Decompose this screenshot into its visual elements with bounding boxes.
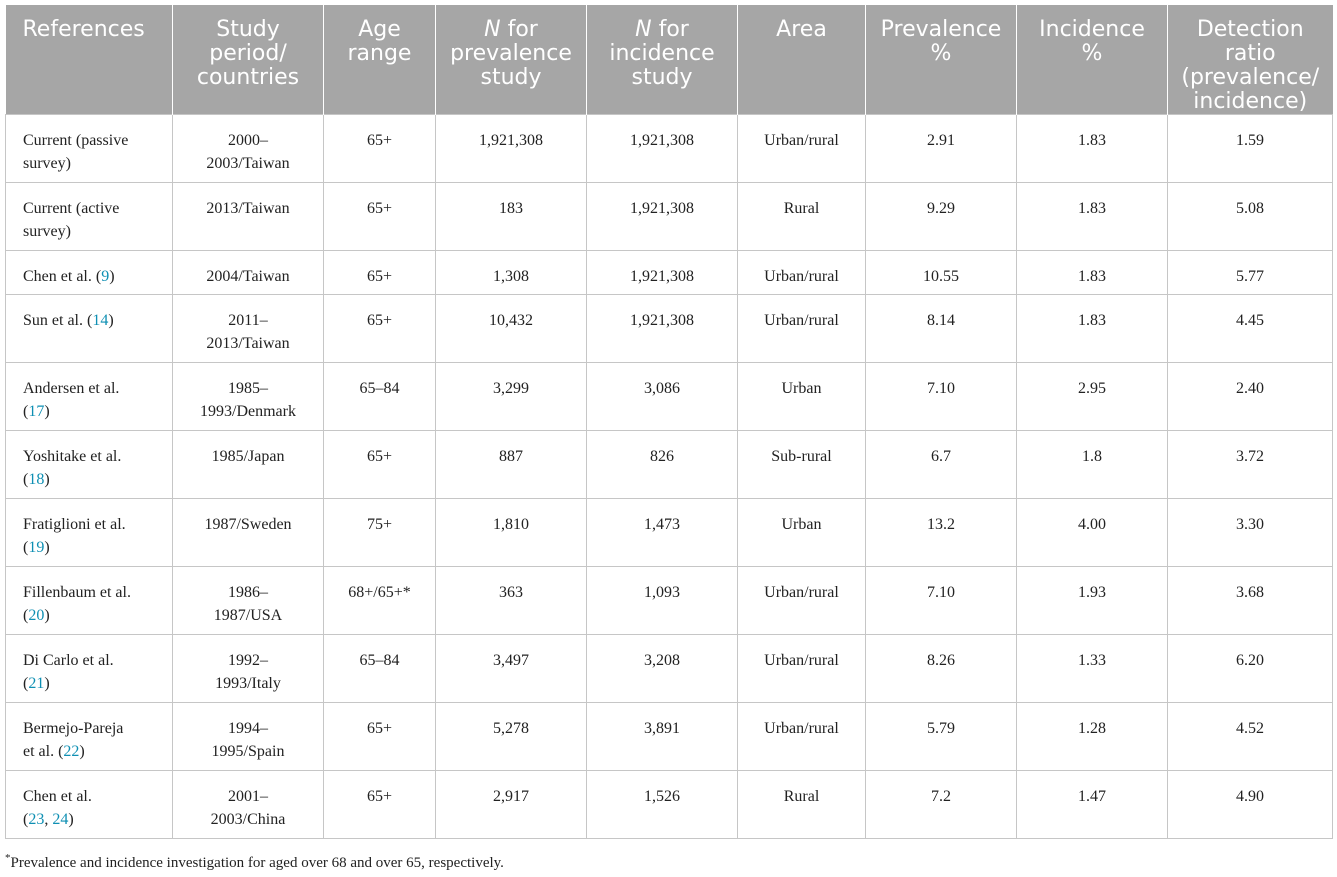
reference-link[interactable]: 9	[101, 268, 110, 285]
cell-area: Urban	[738, 363, 866, 431]
cell-detection-ratio: 4.52	[1168, 703, 1333, 771]
cell-area: Urban/rural	[738, 635, 866, 703]
cell-study-period: 2013/Taiwan	[173, 183, 324, 251]
reference-link[interactable]: 22	[63, 743, 80, 760]
cell-area: Urban/rural	[738, 251, 866, 295]
cell-study-period: 1986– 1987/USA	[173, 567, 324, 635]
footnote-mark: *	[5, 852, 11, 864]
table-row	[6, 295, 1333, 363]
header-prevalence: Prevalence %	[866, 5, 1017, 115]
cell-n-prevalence: 3,497	[436, 635, 587, 703]
header-row	[6, 5, 1333, 115]
cell-reference: Current (passive survey)	[6, 115, 173, 183]
cell-n-incidence: 1,921,308	[587, 251, 738, 295]
cell-incidence: 1.8	[1017, 431, 1168, 499]
table-row	[6, 703, 1333, 771]
prevalence-incidence-table	[5, 5, 1333, 839]
cell-study-period: 1985/Japan	[173, 431, 324, 499]
reference-link[interactable]: 21	[28, 675, 45, 692]
cell-n-prevalence: 363	[436, 567, 587, 635]
cell-incidence: 1.83	[1017, 183, 1168, 251]
cell-study-period: 2011– 2013/Taiwan	[173, 295, 324, 363]
cell-age-range: 65–84	[324, 635, 436, 703]
cell-n-incidence: 1,921,308	[587, 183, 738, 251]
header-references: References	[6, 5, 173, 115]
cell-age-range: 65+	[324, 771, 436, 839]
table-row	[6, 183, 1333, 251]
cell-n-incidence: 3,891	[587, 703, 738, 771]
cell-reference: Fillenbaum et al. (20)	[6, 567, 173, 635]
header-incidence: Incidence %	[1017, 5, 1168, 115]
cell-area: Sub-rural	[738, 431, 866, 499]
cell-reference: Yoshitake et al. (18)	[6, 431, 173, 499]
cell-area: Urban/rural	[738, 703, 866, 771]
cell-age-range: 65+	[324, 115, 436, 183]
cell-prevalence: 9.29	[866, 183, 1017, 251]
cell-detection-ratio: 5.08	[1168, 183, 1333, 251]
cell-n-incidence: 1,921,308	[587, 115, 738, 183]
cell-incidence: 1.83	[1017, 115, 1168, 183]
header-detection-ratio: Detection ratio (prevalence/ incidence)	[1168, 5, 1333, 115]
cell-n-prevalence: 887	[436, 431, 587, 499]
cell-n-prevalence: 183	[436, 183, 587, 251]
table-row	[6, 251, 1333, 295]
cell-n-incidence: 1,093	[587, 567, 738, 635]
cell-reference: Bermejo-Pareja et al. (22)	[6, 703, 173, 771]
cell-n-prevalence: 10,432	[436, 295, 587, 363]
cell-reference: Chen et al. (23, 24)	[6, 771, 173, 839]
cell-n-prevalence: 1,810	[436, 499, 587, 567]
reference-link[interactable]: 18	[28, 471, 45, 488]
cell-n-incidence: 3,208	[587, 635, 738, 703]
cell-prevalence: 2.91	[866, 115, 1017, 183]
cell-prevalence: 5.79	[866, 703, 1017, 771]
cell-age-range: 65+	[324, 295, 436, 363]
footnote-text: Prevalence and incidence investigation for aged over 68 and over 65, respectively.	[10, 855, 504, 871]
table-row	[6, 115, 1333, 183]
cell-study-period: 1987/Sweden	[173, 499, 324, 567]
cell-n-incidence: 826	[587, 431, 738, 499]
cell-detection-ratio: 3.30	[1168, 499, 1333, 567]
cell-n-prevalence: 1,921,308	[436, 115, 587, 183]
cell-prevalence: 13.2	[866, 499, 1017, 567]
reference-link[interactable]: 23	[28, 811, 45, 828]
cell-detection-ratio: 3.72	[1168, 431, 1333, 499]
cell-incidence: 2.95	[1017, 363, 1168, 431]
cell-study-period: 2001– 2003/China	[173, 771, 324, 839]
cell-age-range: 65+	[324, 703, 436, 771]
cell-area: Urban/rural	[738, 567, 866, 635]
cell-reference: Chen et al. (9)	[6, 251, 173, 295]
cell-area: Urban/rural	[738, 115, 866, 183]
cell-n-incidence: 1,473	[587, 499, 738, 567]
table-row	[6, 431, 1333, 499]
cell-reference: Sun et al. (14)	[6, 295, 173, 363]
cell-age-range: 65+	[324, 431, 436, 499]
cell-prevalence: 7.2	[866, 771, 1017, 839]
header-study-period: Study period/ countries	[173, 5, 324, 115]
cell-incidence: 1.28	[1017, 703, 1168, 771]
cell-n-incidence: 1,921,308	[587, 295, 738, 363]
cell-n-incidence: 1,526	[587, 771, 738, 839]
cell-detection-ratio: 5.77	[1168, 251, 1333, 295]
cell-n-prevalence: 5,278	[436, 703, 587, 771]
cell-area: Rural	[738, 771, 866, 839]
cell-prevalence: 6.7	[866, 431, 1017, 499]
reference-link[interactable]: 17	[28, 403, 45, 420]
cell-n-prevalence: 1,308	[436, 251, 587, 295]
cell-detection-ratio: 2.40	[1168, 363, 1333, 431]
cell-reference: Di Carlo et al. (21)	[6, 635, 173, 703]
table-row	[6, 771, 1333, 839]
reference-link[interactable]: 20	[28, 607, 45, 624]
cell-age-range: 65+	[324, 251, 436, 295]
table-footnote	[5, 852, 504, 872]
cell-age-range: 75+	[324, 499, 436, 567]
cell-prevalence: 10.55	[866, 251, 1017, 295]
cell-detection-ratio: 3.68	[1168, 567, 1333, 635]
cell-study-period: 2000– 2003/Taiwan	[173, 115, 324, 183]
cell-study-period: 1994– 1995/Spain	[173, 703, 324, 771]
cell-prevalence: 8.26	[866, 635, 1017, 703]
cell-prevalence: 7.10	[866, 363, 1017, 431]
table-row	[6, 499, 1333, 567]
cell-n-prevalence: 2,917	[436, 771, 587, 839]
cell-incidence: 1.83	[1017, 251, 1168, 295]
cell-incidence: 4.00	[1017, 499, 1168, 567]
cell-area: Urban	[738, 499, 866, 567]
cell-detection-ratio: 1.59	[1168, 115, 1333, 183]
prevalence-incidence-table-wrapper	[5, 5, 1332, 839]
reference-link[interactable]: 14	[92, 312, 109, 329]
cell-study-period: 1985– 1993/Denmark	[173, 363, 324, 431]
header-area: Area	[738, 5, 866, 115]
cell-incidence: 1.33	[1017, 635, 1168, 703]
header-age-range: Age range	[324, 5, 436, 115]
cell-area: Rural	[738, 183, 866, 251]
cell-prevalence: 7.10	[866, 567, 1017, 635]
cell-detection-ratio: 4.90	[1168, 771, 1333, 839]
table-row	[6, 567, 1333, 635]
cell-incidence: 1.47	[1017, 771, 1168, 839]
cell-incidence: 1.83	[1017, 295, 1168, 363]
cell-area: Urban/rural	[738, 295, 866, 363]
header-n-incidence: N for incidence study	[587, 5, 738, 115]
cell-detection-ratio: 4.45	[1168, 295, 1333, 363]
cell-age-range: 65+	[324, 183, 436, 251]
cell-age-range: 65–84	[324, 363, 436, 431]
cell-detection-ratio: 6.20	[1168, 635, 1333, 703]
reference-link[interactable]: 19	[28, 539, 45, 556]
cell-incidence: 1.93	[1017, 567, 1168, 635]
cell-reference: Fratiglioni et al. (19)	[6, 499, 173, 567]
cell-n-incidence: 3,086	[587, 363, 738, 431]
cell-study-period: 1992– 1993/Italy	[173, 635, 324, 703]
cell-n-prevalence: 3,299	[436, 363, 587, 431]
cell-reference: Andersen et al. (17)	[6, 363, 173, 431]
cell-age-range: 68+/65+*	[324, 567, 436, 635]
cell-prevalence: 8.14	[866, 295, 1017, 363]
cell-study-period: 2004/Taiwan	[173, 251, 324, 295]
reference-link[interactable]: 24	[52, 811, 69, 828]
header-n-prevalence: N for prevalence study	[436, 5, 587, 115]
cell-reference: Current (active survey)	[6, 183, 173, 251]
table-row	[6, 363, 1333, 431]
table-row	[6, 635, 1333, 703]
